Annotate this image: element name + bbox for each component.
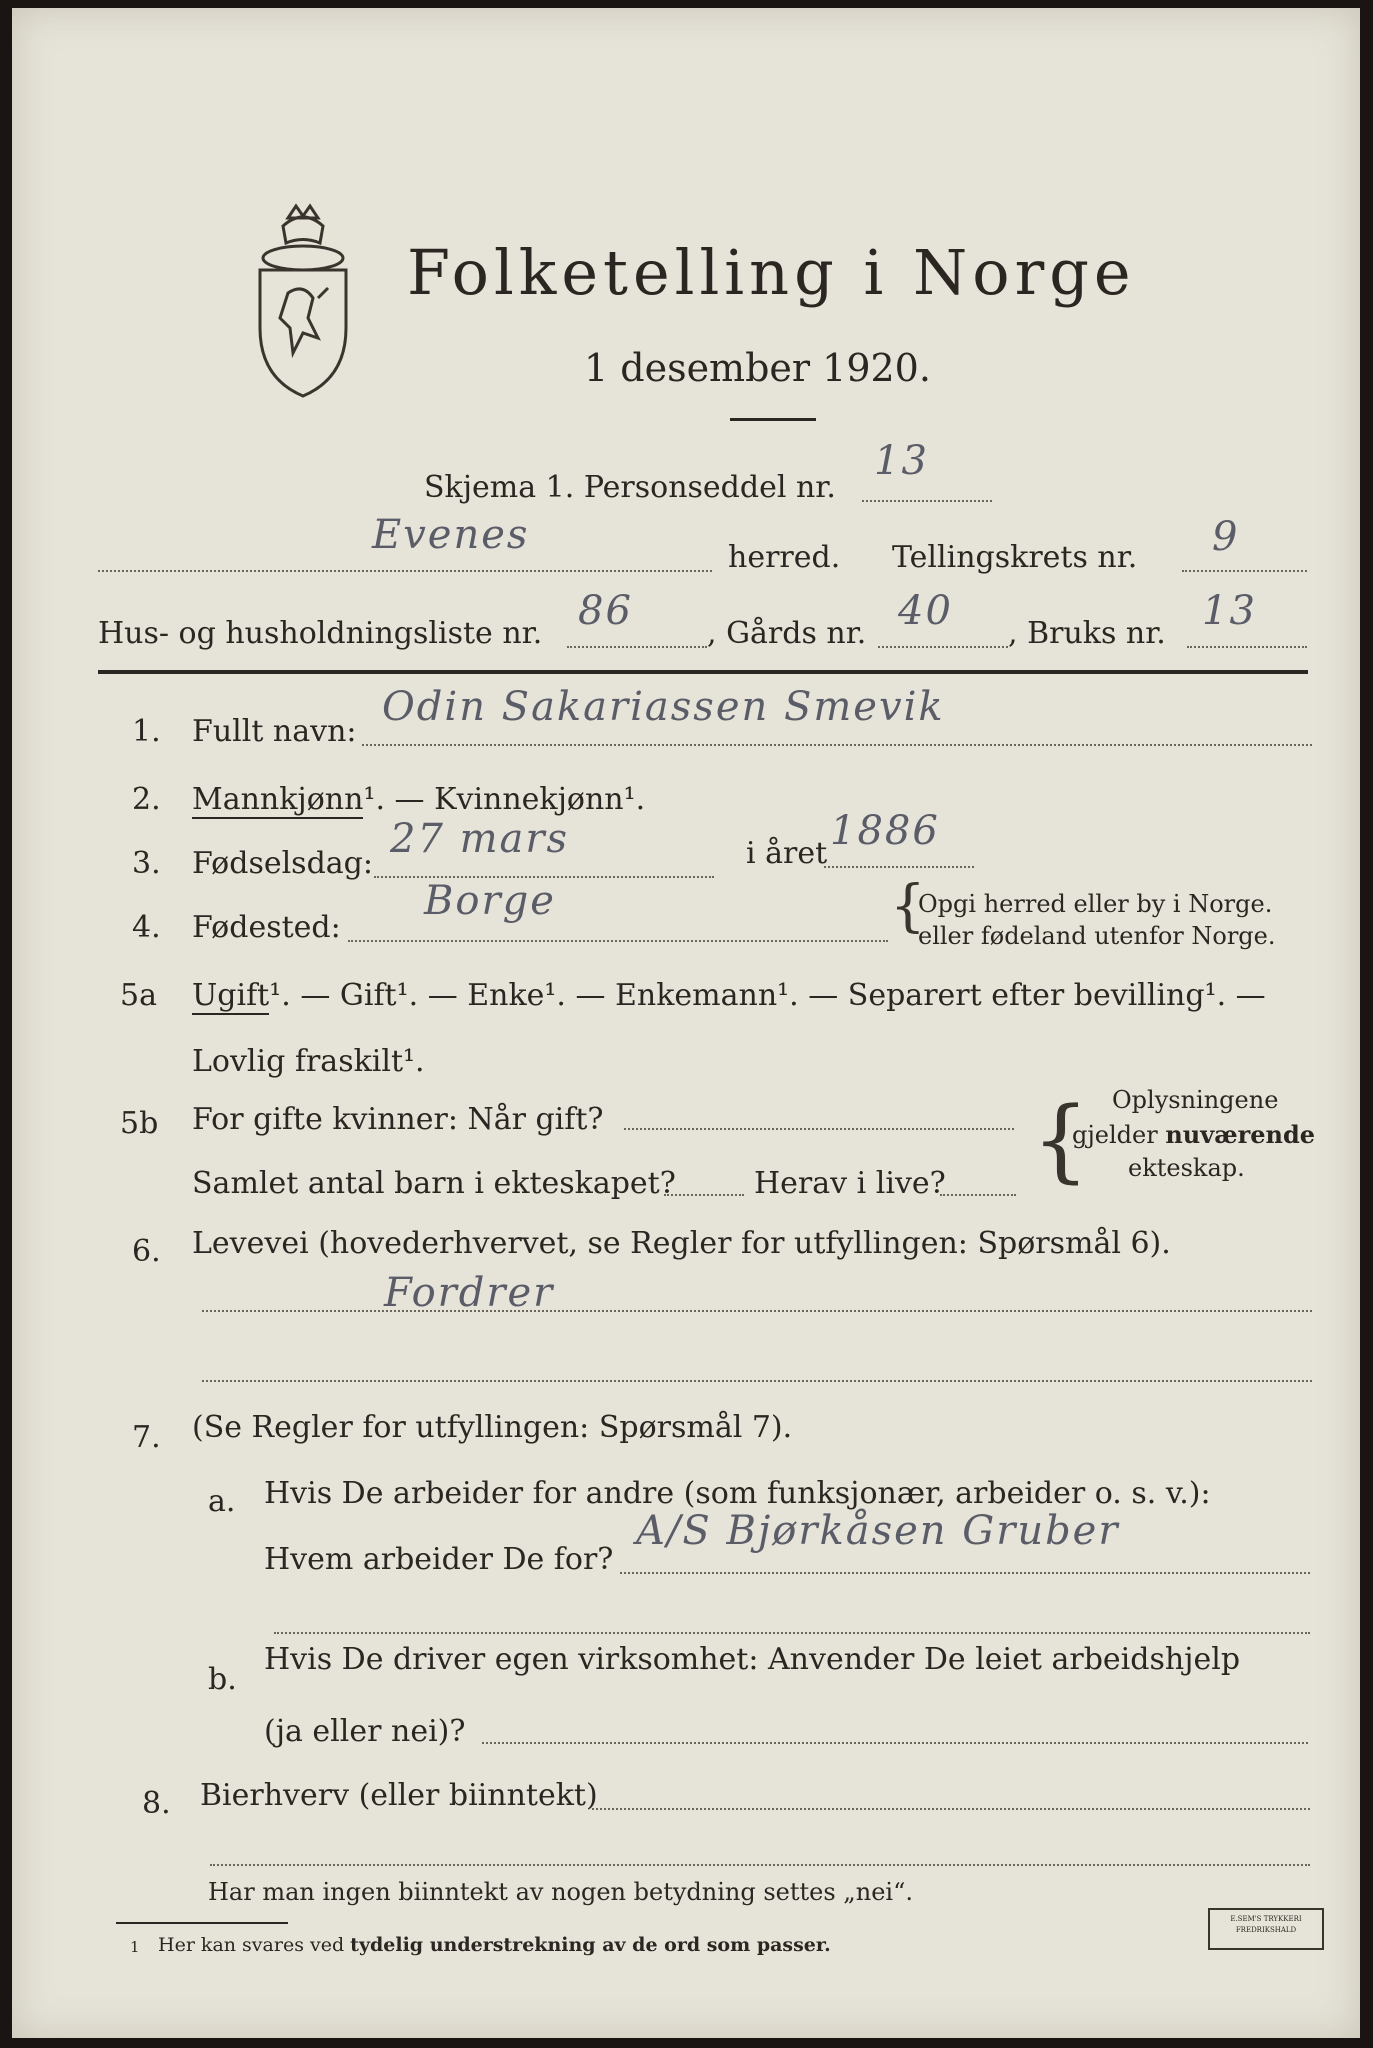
herred-field-line xyxy=(98,570,712,572)
employer-value[interactable]: A/S Bjørkåsen Gruber xyxy=(636,1508,1120,1554)
q5a-other-options: . — Gift¹. — Enke¹. — Enkemann¹. — Separert efter bevilling¹. — xyxy=(281,978,1266,1013)
q7a-number: a. xyxy=(208,1484,236,1519)
q2-options xyxy=(192,782,645,817)
q5b-note-2a: gjelder xyxy=(1072,1121,1166,1149)
q6-number: 6. xyxy=(132,1234,161,1269)
q7b-label-2: (ja eller nei)? xyxy=(264,1714,466,1749)
q5b-children-field-line xyxy=(664,1194,744,1196)
birth-date-value[interactable]: 27 mars xyxy=(390,816,570,862)
tellingskrets-value[interactable]: 9 xyxy=(1212,514,1240,560)
tellingskrets-label: Tellingskrets nr. xyxy=(892,540,1138,575)
q1-number: 1. xyxy=(132,714,161,749)
skjema-label: Skjema 1. Personseddel nr. xyxy=(424,470,836,505)
q5b-note-3: ekteskap. xyxy=(1128,1154,1245,1182)
q7a-field-line xyxy=(620,1572,1310,1574)
q7a-label: Hvis De arbeider for andre (som funksjonær, arbeider o. s. v.): xyxy=(264,1476,1211,1511)
census-date: 1 desember 1920. xyxy=(584,346,931,390)
printer-stamp-line-1: E.SEM'S TRYKKERI xyxy=(1230,1915,1302,1923)
printer-stamp xyxy=(1208,1908,1324,1950)
husholdningsliste-value[interactable]: 86 xyxy=(578,588,633,634)
form-title: Folketelling i Norge xyxy=(407,236,1136,309)
q4-note-1: Opgi herred eller by i Norge. xyxy=(918,890,1273,918)
q8-label: Bierhverv (eller biinntekt) xyxy=(200,1778,598,1813)
q7-label: (Se Regler for utfyllingen: Spørsmål 7). xyxy=(192,1410,793,1445)
q5b-married-field-line xyxy=(624,1128,1014,1130)
q4-field-line xyxy=(348,940,888,942)
q7b-field-line xyxy=(482,1742,1308,1744)
q1-label: Fullt navn: xyxy=(192,714,357,749)
q4-note-2: eller fødeland utenfor Norge. xyxy=(918,922,1276,950)
q7-number: 7. xyxy=(132,1420,161,1455)
q5b-brace: { xyxy=(1032,1088,1090,1193)
q5b-note-1: Oplysningene xyxy=(1112,1086,1279,1114)
tellingskrets-field-line xyxy=(1182,570,1307,572)
q6-field-line-1 xyxy=(202,1310,1312,1312)
q5b-label-married: For gifte kvinner: Når gift? xyxy=(192,1102,604,1137)
bruks-label: , Bruks nr. xyxy=(1008,616,1166,651)
note-nei: Har man ingen biinntekt av nogen betydning settes „nei“. xyxy=(208,1878,913,1906)
skjema-field-line xyxy=(862,500,992,502)
gards-value[interactable]: 40 xyxy=(898,588,953,634)
occupation-value[interactable]: Fordrer xyxy=(384,1270,555,1316)
q5b-number: 5b xyxy=(120,1106,159,1141)
q4-number: 4. xyxy=(132,910,161,945)
q7a-label-2: Hvem arbeider De for? xyxy=(264,1542,614,1577)
census-form xyxy=(12,8,1360,2038)
bruks-field-line xyxy=(1187,646,1307,648)
q5a-number: 5a xyxy=(120,978,157,1013)
q8-number: 8. xyxy=(142,1786,171,1821)
q2-separator: . — xyxy=(375,782,435,817)
full-name-value[interactable]: Odin Sakariassen Smevik xyxy=(382,684,945,730)
header-divider xyxy=(98,670,1308,674)
q3-label: Fødselsdag: xyxy=(192,846,373,881)
q1-field-line xyxy=(362,744,1312,746)
q6-field-line-2 xyxy=(202,1380,1312,1382)
footnote-divider xyxy=(116,1922,288,1924)
footnote xyxy=(158,1934,831,1956)
q2-sup2: ¹ xyxy=(623,782,636,817)
printer-stamp-line-2: FREDRIKSHALD xyxy=(1235,1926,1297,1934)
bruks-value[interactable]: 13 xyxy=(1202,588,1257,634)
q5b-label-children: Samlet antal barn i ekteskapet? xyxy=(192,1166,676,1201)
q2-number: 2. xyxy=(132,782,161,817)
birth-year-value[interactable]: 1886 xyxy=(830,808,940,854)
footnote-text-2: tydelig understrekning av de ord som passer. xyxy=(350,1934,831,1956)
herred-label: herred. xyxy=(728,540,841,575)
q8-field-line-2 xyxy=(210,1864,1310,1866)
gards-label: , Gårds nr. xyxy=(707,616,867,651)
q5b-alive-field-line xyxy=(940,1194,1016,1196)
q7a-field-line-2 xyxy=(274,1632,1310,1634)
q5b-note-2b: nuværende xyxy=(1165,1120,1316,1149)
q5a-options xyxy=(192,978,1266,1013)
gender-option-female[interactable]: Kvinnekjønn xyxy=(434,782,624,817)
title-divider xyxy=(730,418,816,421)
q3-number: 3. xyxy=(132,846,161,881)
q5b-note-2 xyxy=(1072,1120,1315,1149)
q2-sup: ¹ xyxy=(363,782,376,817)
personseddel-number[interactable]: 13 xyxy=(874,438,929,484)
q3-year-label: i året xyxy=(746,836,828,871)
footnote-mark: 1 xyxy=(130,1938,140,1956)
q5b-label-alive: Herav i live? xyxy=(754,1166,946,1201)
q5a-line2: Lovlig fraskilt¹. xyxy=(192,1044,425,1079)
herred-value[interactable]: Evenes xyxy=(372,512,530,558)
q5a-sup: ¹ xyxy=(269,978,282,1013)
q4-label: Fødested: xyxy=(192,910,341,945)
q2-end: . xyxy=(635,782,646,817)
husholdningsliste-label: Hus- og husholdningsliste nr. xyxy=(98,616,543,651)
husholdningsliste-field-line xyxy=(567,646,707,648)
gards-field-line xyxy=(878,646,1008,648)
q4-brace: { xyxy=(890,874,926,939)
birthplace-value[interactable]: Borge xyxy=(424,878,556,924)
coat-of-arms-emblem xyxy=(248,198,358,398)
q7b-label: Hvis De driver egen virksomhet: Anvender De leiet arbeidshjelp xyxy=(264,1642,1241,1677)
q7b-number: b. xyxy=(208,1662,237,1697)
q6-label: Levevei (hovederhvervet, se Regler for utfyllingen: Spørsmål 6). xyxy=(192,1226,1171,1261)
gender-option-male-selected[interactable]: Mannkjønn xyxy=(192,782,364,817)
civil-status-ugift-selected[interactable]: Ugift xyxy=(192,978,270,1013)
q3-year-field-line xyxy=(824,866,974,868)
q8-field-line xyxy=(592,1808,1310,1810)
footnote-text-1: Her kan svares ved xyxy=(158,1934,351,1956)
